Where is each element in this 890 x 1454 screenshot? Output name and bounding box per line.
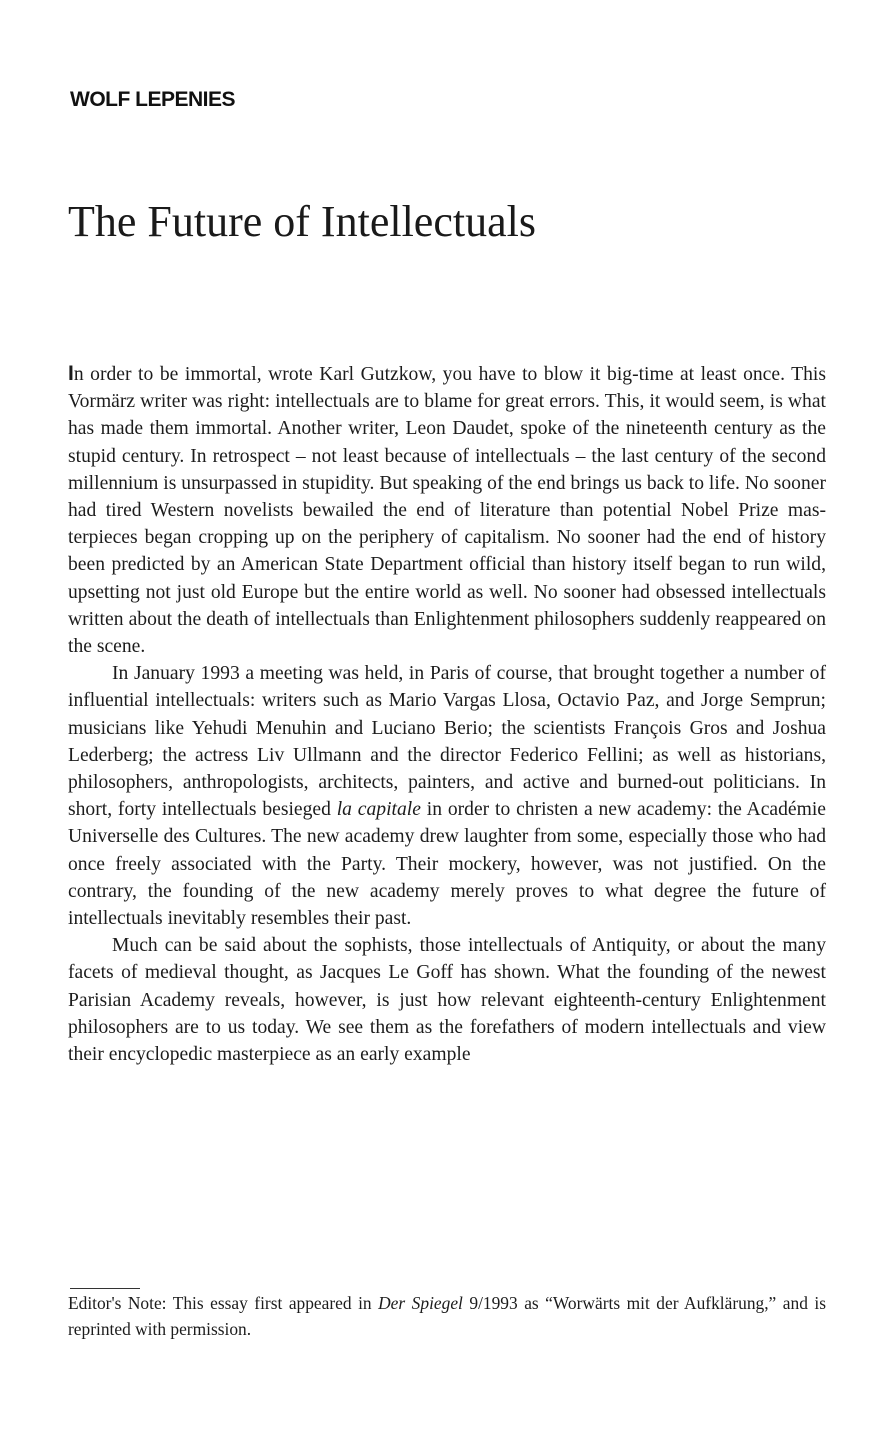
author-name: WOLF LEPENIES [70, 88, 236, 111]
article-body [68, 360, 826, 1068]
editors-note-text-a: Editor's Note: This essay first appeared in [68, 1293, 379, 1313]
article-title: The Future of Intellectuals [68, 197, 536, 246]
paragraph-3 [68, 932, 826, 1068]
footnote-rule [70, 1288, 140, 1289]
paragraph-2 [68, 660, 826, 932]
paragraph-1 [68, 360, 826, 660]
drop-cap: I [68, 362, 74, 385]
paragraph-3-text: Much can be said about the sophists, those intellectuals of Antiquity, or about the many facets of medieval thought, as Jacques Le Goff has shown. What the founding of the newest Parisian Academy reveals, however, is just how relevant eighteenth-century Enlightenment philosophers are to us today. We see them as the forefathers of modern intellectuals and view their encyclopedic masterpiece as an early example [68, 935, 826, 1066]
paragraph-2-italic: la capitale [336, 799, 421, 821]
editors-note [68, 1290, 826, 1342]
editors-note-italic: Der Spiegel [378, 1293, 463, 1313]
paragraph-2-text-b: in order to christen a new academy: the Académie Universelle des Cultures. The new academy drew laughter from some, especially those who had once freely associated with the Party. Their mockery, however, was not justified. On the contrary, the founding of the new academy merely proves to what degree the future of intellectuals inevitably resembles their past. [68, 799, 826, 930]
paragraph-1-text: n order to be immortal, wrote Karl Gutzkow, you have to blow it big-time at least once. This Vormärz writer was right: intellectuals are to blame for great errors. This, it would seem, is what has made them immortal. Another writer, Leon Daudet, spoke of the nineteenth century as the stupid century. In retrospect – not least because of intellectuals – the last century of the second millennium is unsurpassed in stupidity. But speaking of the end brings us back to life. No sooner had tired Western novelists bewailed the end of literature than potential Nobel Prize masterpieces began cropping up on the periphery of capitalism. No sooner had the end of history been predicted by an American State Department official than history itself began to run wild, upsetting not just old Europe but the entire world as well. No sooner had obsessed intellectuals written about the death of intellectuals than Enlightenment philosophers suddenly reappeared on the scene. [68, 364, 826, 658]
paragraph-2-text-a: In January 1993 a meeting was held, in Paris of course, that brought together a number of influential intellectuals: writers such as Mario Vargas Llosa, Octavio Paz, and Jorge Semprun; musicians like Yehudi Menuhin and Luciano Berio; the scientists François Gros and Joshua Lederberg; the actress Liv Ullmann and the director Federico Fellini; as well as historians, philosophers, anthropologists, architects, painters, and active and burned-out politicians. In short, forty intellectuals besieged [68, 663, 826, 821]
editors-note-text-b: 9/1993 as “Worwärts mit der Aufklärung,” and is reprinted with permission. [68, 1293, 826, 1339]
